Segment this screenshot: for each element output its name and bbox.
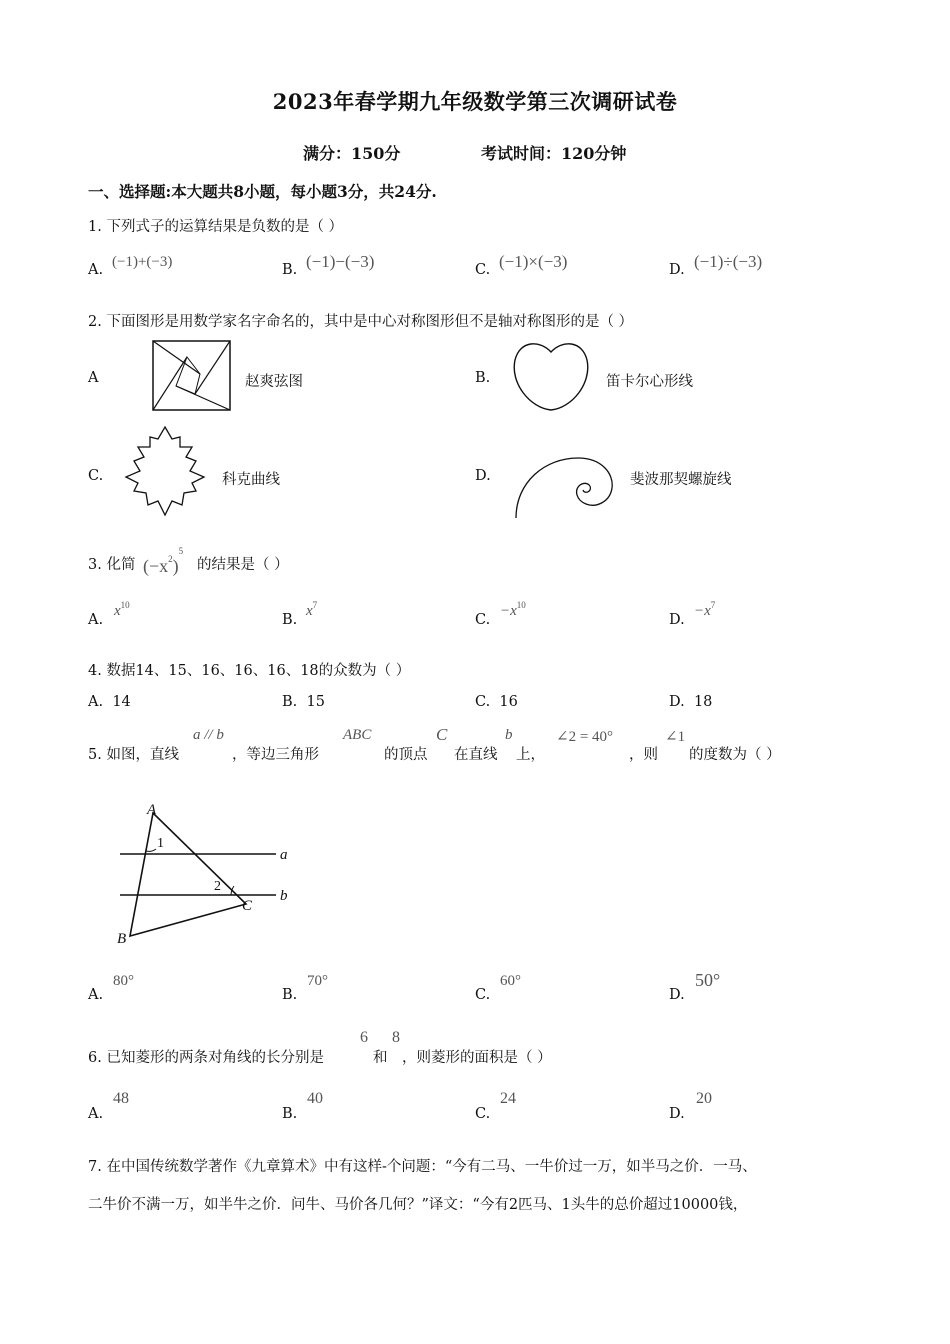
q1-option-b-letter: B. [282, 262, 298, 278]
q3-option-a-letter: A. [88, 612, 104, 628]
q3-expr-outer-exp: 5 [178, 546, 184, 556]
q5-option-b-letter: B. [282, 987, 298, 1003]
q4-option-c-letter: C. [475, 694, 491, 710]
q2-option-b-name: 笛卡尔心形线 [606, 374, 693, 390]
q3-option-d-letter: D. [669, 612, 685, 628]
q5-option-d-letter: D. [669, 987, 685, 1003]
figure-line-b: b [280, 888, 288, 904]
q3-option-c-base: −x [500, 603, 517, 619]
q4-option-b [282, 694, 325, 710]
q3-option-d-base: −x [694, 603, 711, 619]
q2-option-a-name: 赵爽弦图 [245, 374, 303, 390]
q6-text-2: 和 [373, 1050, 388, 1066]
q5-math-angle2: ∠2 = 40° [556, 729, 614, 745]
q3-option-b-letter: B. [282, 612, 298, 628]
q2-option-b-letter: B. [475, 370, 491, 386]
q3-option-d-expr [694, 600, 715, 620]
q6-option-d-value: 20 [696, 1090, 712, 1107]
q6-math-6: 6 [360, 1029, 368, 1046]
q3-option-a-expr [114, 600, 130, 620]
exam-time: 考试时间：120分钟 [481, 144, 627, 163]
cardioid-curve [510, 338, 592, 414]
q3-expr-close: ) [172, 556, 179, 576]
q5-math-b: b [505, 727, 513, 743]
q3-option-b-base: x [306, 603, 313, 619]
q3-option-d-exp: 7 [710, 600, 716, 610]
q4-option-c-value: 16 [499, 694, 518, 710]
q5-option-a-letter: A. [88, 987, 104, 1003]
q5-option-a-value: 80° [113, 973, 134, 989]
q6-option-c-letter: C. [475, 1106, 491, 1122]
q5-text-1: 5. 如图，直线 [88, 747, 179, 763]
q3-option-b-expr [306, 600, 317, 620]
q5-math-parallel: a // b [193, 727, 224, 743]
koch-snowflake [120, 425, 210, 517]
q5-text-7: 的度数为（ ） [689, 747, 781, 763]
q3-option-c-letter: C. [475, 612, 491, 628]
q6-option-b-value: 40 [307, 1090, 323, 1107]
q4-option-d [669, 694, 712, 710]
q4-option-d-letter: D. [669, 694, 685, 710]
q3-option-b-exp: 7 [312, 600, 318, 610]
q5-option-d-value: 50° [695, 970, 721, 990]
q4-option-a-value: 14 [112, 694, 131, 710]
question-3-stem-pre: 3. 化简 [88, 557, 136, 573]
q5-text-5: 上， [516, 747, 545, 763]
q2-option-d-name: 斐波那契螺旋线 [630, 472, 732, 488]
q5-option-c-letter: C. [475, 987, 491, 1003]
figure-label-a: A [147, 802, 157, 818]
q4-option-b-value: 15 [306, 694, 325, 710]
q6-option-b-letter: B. [282, 1106, 298, 1122]
q1-option-d-expr: (−1)÷(−3) [694, 252, 763, 271]
question-2-stem: 2. 下面图形是用数学家名字命名的，其中是中心对称图形但不是轴对称图形的是（ ） [88, 314, 634, 330]
page-title: 2023年春学期九年级数学第三次调研试卷 [272, 89, 678, 114]
question-3-stem-post: 的结果是（ ） [197, 557, 289, 573]
q2-option-c-letter: C. [88, 468, 104, 484]
q3-expr-base: (−x [143, 556, 169, 576]
q4-option-d-value: 18 [693, 694, 713, 710]
q6-option-d-letter: D. [669, 1106, 685, 1122]
q3-option-c-expr [500, 600, 526, 620]
q2-option-d-letter: D. [475, 468, 491, 484]
q5-triangle-figure [110, 795, 300, 950]
fibonacci-spiral [510, 452, 620, 520]
q5-math-angle1: ∠1 [665, 729, 686, 745]
section-heading: 一、选择题:本大题共8小题，每小题3分，共24分. [88, 182, 437, 201]
zhao-shuang-diagram [152, 340, 232, 412]
q1-option-a-expr: (−1)+(−3) [112, 254, 173, 270]
q6-text-3: ，则菱形的面积是（ ） [402, 1050, 552, 1066]
q6-text-1: 6. 已知菱形的两条对角线的长分别是 [88, 1050, 324, 1066]
q7-line-2: 二牛价不满一万，如半牛之价．问牛、马价各几何？”译文：“今有2匹马、1头牛的总价超过10000钱， [88, 1197, 748, 1213]
q7-line-1: 7. 在中国传统数学著作《九章算术》中有这样-个问题：“今有二马、一牛价过一万，如半马之价．一马、 [88, 1159, 757, 1175]
q6-option-c-value: 24 [500, 1090, 516, 1107]
q1-option-a-letter: A. [88, 262, 104, 278]
q4-option-a-letter: A. [88, 694, 104, 710]
q3-option-a-base: x [114, 603, 121, 619]
q1-option-d-letter: D. [669, 262, 685, 278]
q4-option-c [475, 694, 518, 710]
q2-option-a-letter: A [88, 370, 99, 386]
q5-math-c: C [436, 725, 448, 744]
q1-option-c-expr: (−1)×(−3) [499, 252, 568, 271]
q3-option-a-exp: 10 [120, 600, 130, 610]
q5-text-2: ，等边三角形 [232, 747, 319, 763]
full-score: 满分：150分 [303, 144, 401, 163]
q5-math-abc: ABC [343, 727, 372, 743]
q6-option-a-letter: A. [88, 1106, 104, 1122]
q5-text-3: 的顶点 [384, 747, 428, 763]
q4-option-b-letter: B. [282, 694, 298, 710]
q6-option-a-value: 48 [113, 1090, 129, 1107]
figure-angle-2: 2 [214, 879, 221, 894]
question-4-stem: 4. 数据14、15、16、16、16、18的众数为（ ） [88, 663, 411, 679]
q5-text-6: ，则 [629, 747, 658, 763]
q4-option-a [88, 694, 131, 710]
figure-label-c: C [242, 898, 253, 914]
q3-expression [143, 546, 183, 577]
q5-text-4: 在直线 [454, 747, 498, 763]
figure-line-a: a [280, 847, 288, 863]
q3-option-c-exp: 10 [516, 600, 526, 610]
figure-label-b: B [117, 931, 127, 947]
q5-option-c-value: 60° [500, 973, 521, 989]
figure-angle-1: 1 [157, 836, 164, 851]
question-1-stem: 1. 下列式子的运算结果是负数的是（ ） [88, 219, 344, 235]
q1-option-b-expr: (−1)−(−3) [306, 252, 375, 271]
q5-option-b-value: 70° [307, 973, 328, 989]
q2-option-c-name: 科克曲线 [222, 472, 280, 488]
q6-math-8: 8 [392, 1029, 400, 1046]
q3-expr-inner-exp: 2 [168, 554, 173, 564]
q1-option-c-letter: C. [475, 262, 491, 278]
